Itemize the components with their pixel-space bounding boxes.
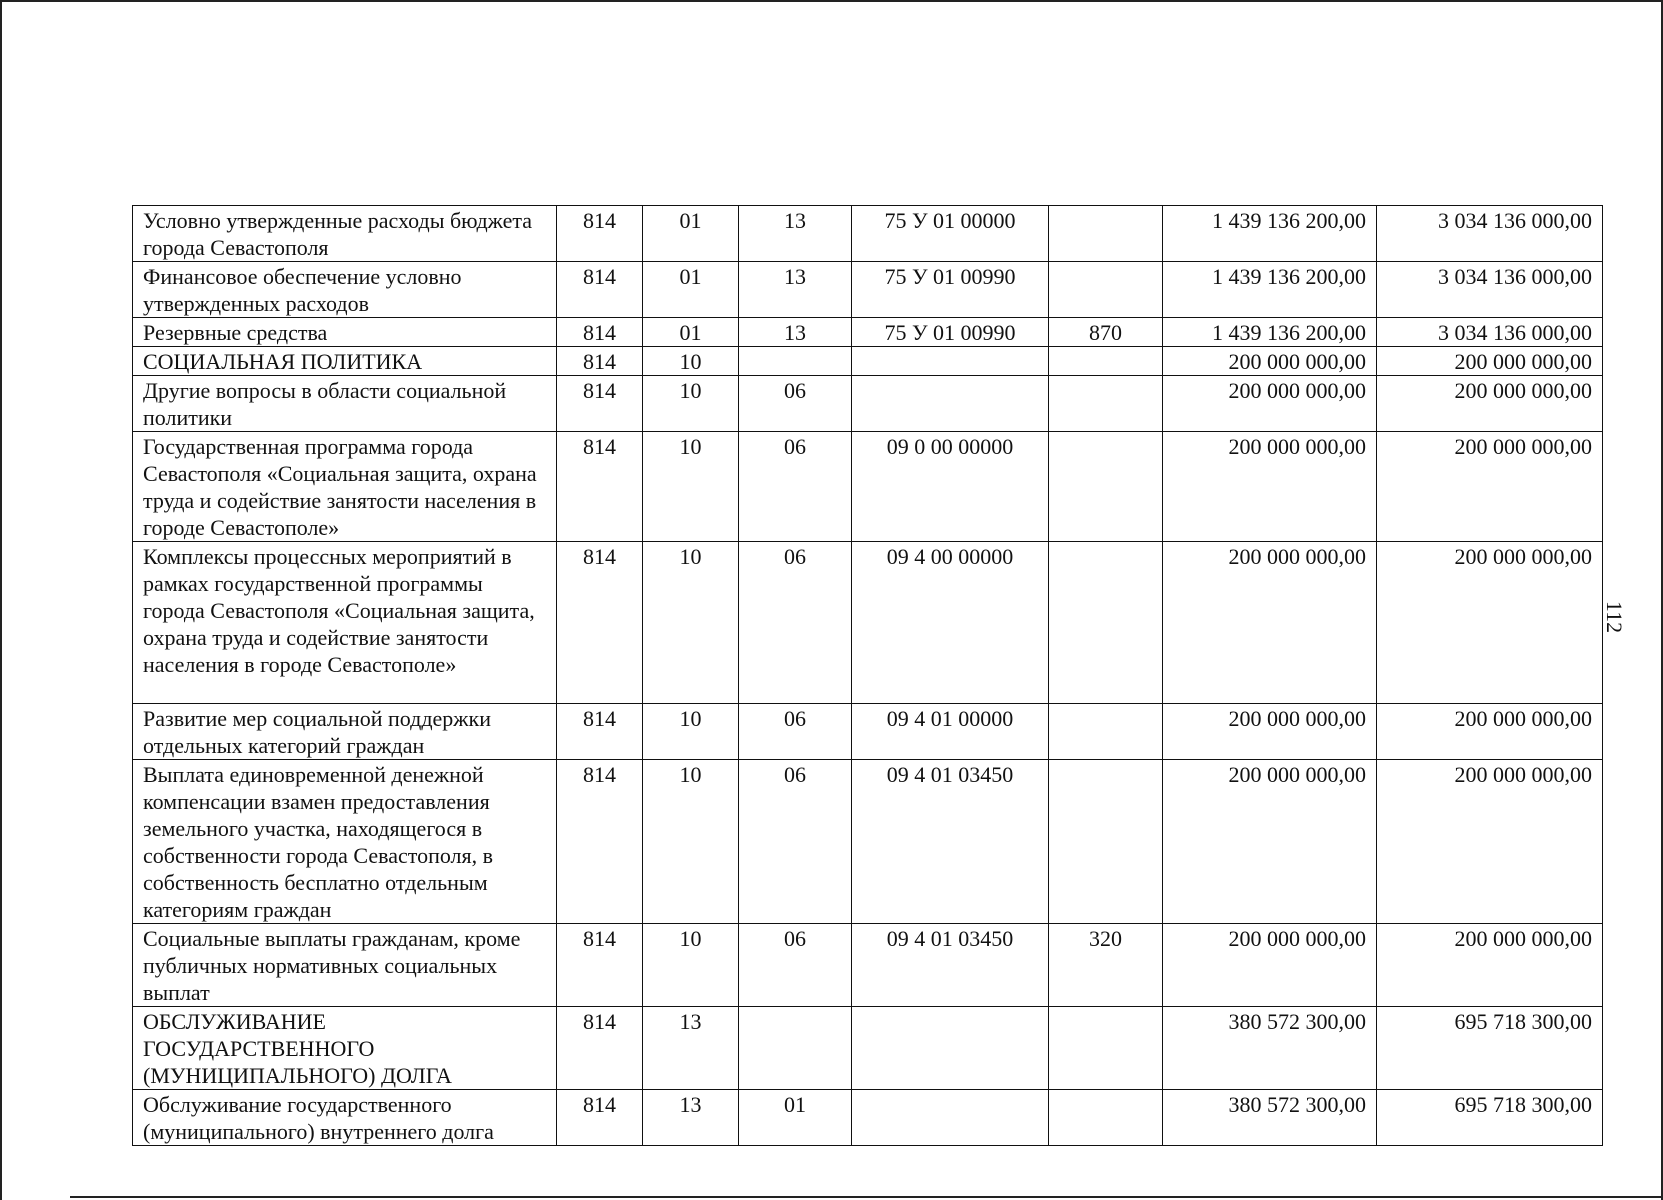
row-name: ОБСЛУЖИВАНИЕ ГОСУДАРСТВЕННОГО (МУНИЦИПАЛЬНОГО) ДОЛГА <box>133 1007 557 1090</box>
scan-border-top <box>0 0 1663 2</box>
row-csr: 09 0 00 00000 <box>852 432 1049 542</box>
row-name: Резервные средства <box>133 318 557 347</box>
row-name: Социальные выплаты гражданам, кроме публичных нормативных социальных выплат <box>133 924 557 1007</box>
table-row <box>133 924 1603 1007</box>
row-pr: 01 <box>739 1090 852 1146</box>
row-sum1: 1 439 136 200,00 <box>1163 206 1377 262</box>
table-row <box>133 1007 1603 1090</box>
table-row <box>133 206 1603 262</box>
row-rz: 10 <box>643 704 739 760</box>
row-vr: 320 <box>1049 924 1163 1007</box>
row-vr <box>1049 262 1163 318</box>
table-row <box>133 542 1603 704</box>
row-grbs: 814 <box>557 376 643 432</box>
row-sum2: 200 000 000,00 <box>1377 542 1603 704</box>
table-row <box>133 376 1603 432</box>
row-csr: 09 4 01 00000 <box>852 704 1049 760</box>
row-sum2: 200 000 000,00 <box>1377 704 1603 760</box>
row-pr: 06 <box>739 924 852 1007</box>
row-vr <box>1049 347 1163 376</box>
page-number: 112 <box>1602 600 1628 634</box>
row-grbs: 814 <box>557 206 643 262</box>
row-grbs: 814 <box>557 704 643 760</box>
scan-border-left <box>0 0 2 1200</box>
row-name: Государственная программа города Севастополя «Социальная защита, охрана труда и содействие занятости населения в городе Севастополе» <box>133 432 557 542</box>
row-pr: 06 <box>739 704 852 760</box>
row-sum2: 200 000 000,00 <box>1377 347 1603 376</box>
row-vr <box>1049 432 1163 542</box>
row-grbs: 814 <box>557 1007 643 1090</box>
row-pr: 06 <box>739 376 852 432</box>
table-row <box>133 318 1603 347</box>
row-rz: 01 <box>643 206 739 262</box>
row-pr: 13 <box>739 206 852 262</box>
row-grbs: 814 <box>557 1090 643 1146</box>
row-sum1: 200 000 000,00 <box>1163 347 1377 376</box>
row-pr: 06 <box>739 760 852 924</box>
row-sum2: 3 034 136 000,00 <box>1377 206 1603 262</box>
row-rz: 10 <box>643 432 739 542</box>
row-csr: 75 У 01 00990 <box>852 262 1049 318</box>
row-sum2: 3 034 136 000,00 <box>1377 318 1603 347</box>
row-sum1: 200 000 000,00 <box>1163 704 1377 760</box>
row-rz: 10 <box>643 760 739 924</box>
row-rz: 01 <box>643 318 739 347</box>
row-sum2: 695 718 300,00 <box>1377 1090 1603 1146</box>
row-pr <box>739 1007 852 1090</box>
row-sum1: 200 000 000,00 <box>1163 760 1377 924</box>
row-grbs: 814 <box>557 432 643 542</box>
table-row <box>133 760 1603 924</box>
row-sum2: 200 000 000,00 <box>1377 376 1603 432</box>
table-row <box>133 432 1603 542</box>
table-row <box>133 347 1603 376</box>
row-vr <box>1049 206 1163 262</box>
row-rz: 10 <box>643 376 739 432</box>
scan-border-bottom <box>70 1196 1663 1198</box>
row-vr <box>1049 376 1163 432</box>
budget-table <box>132 205 1603 1146</box>
row-vr <box>1049 704 1163 760</box>
row-sum1: 380 572 300,00 <box>1163 1090 1377 1146</box>
row-vr: 870 <box>1049 318 1163 347</box>
row-rz: 10 <box>643 542 739 704</box>
row-rz: 10 <box>643 924 739 1007</box>
row-csr <box>852 1007 1049 1090</box>
row-name: Другие вопросы в области социальной политики <box>133 376 557 432</box>
row-rz: 01 <box>643 262 739 318</box>
row-pr <box>739 347 852 376</box>
row-csr <box>852 347 1049 376</box>
table-row <box>133 262 1603 318</box>
row-pr: 06 <box>739 432 852 542</box>
row-name: Комплексы процессных мероприятий в рамках государственной программы города Севастополя «Социальная защита, охрана труда и содействие занятости населения в городе Севастополе» <box>133 542 557 704</box>
table-row <box>133 1090 1603 1146</box>
row-name: Условно утвержденные расходы бюджета города Севастополя <box>133 206 557 262</box>
row-sum2: 3 034 136 000,00 <box>1377 262 1603 318</box>
row-vr <box>1049 542 1163 704</box>
row-sum1: 200 000 000,00 <box>1163 376 1377 432</box>
row-sum1: 200 000 000,00 <box>1163 924 1377 1007</box>
row-grbs: 814 <box>557 924 643 1007</box>
row-pr: 06 <box>739 542 852 704</box>
row-pr: 13 <box>739 262 852 318</box>
row-rz: 13 <box>643 1007 739 1090</box>
row-name: Развитие мер социальной поддержки отдельных категорий граждан <box>133 704 557 760</box>
row-sum2: 200 000 000,00 <box>1377 924 1603 1007</box>
row-csr: 09 4 01 03450 <box>852 760 1049 924</box>
row-name: СОЦИАЛЬНАЯ ПОЛИТИКА <box>133 347 557 376</box>
row-grbs: 814 <box>557 347 643 376</box>
row-sum2: 200 000 000,00 <box>1377 760 1603 924</box>
row-csr: 75 У 01 00990 <box>852 318 1049 347</box>
row-rz: 13 <box>643 1090 739 1146</box>
row-sum1: 200 000 000,00 <box>1163 432 1377 542</box>
row-csr: 75 У 01 00000 <box>852 206 1049 262</box>
row-csr: 09 4 01 03450 <box>852 924 1049 1007</box>
row-rz: 10 <box>643 347 739 376</box>
row-sum2: 695 718 300,00 <box>1377 1007 1603 1090</box>
row-grbs: 814 <box>557 760 643 924</box>
row-vr <box>1049 1007 1163 1090</box>
row-sum1: 380 572 300,00 <box>1163 1007 1377 1090</box>
row-csr: 09 4 00 00000 <box>852 542 1049 704</box>
row-pr: 13 <box>739 318 852 347</box>
row-sum1: 1 439 136 200,00 <box>1163 262 1377 318</box>
row-name: Финансовое обеспечение условно утвержденных расходов <box>133 262 557 318</box>
row-grbs: 814 <box>557 262 643 318</box>
row-sum1: 200 000 000,00 <box>1163 542 1377 704</box>
table-row <box>133 704 1603 760</box>
row-grbs: 814 <box>557 318 643 347</box>
row-vr <box>1049 1090 1163 1146</box>
row-csr <box>852 376 1049 432</box>
row-sum1: 1 439 136 200,00 <box>1163 318 1377 347</box>
row-sum2: 200 000 000,00 <box>1377 432 1603 542</box>
row-name: Обслуживание государственного (муниципального) внутреннего долга <box>133 1090 557 1146</box>
row-name: Выплата единовременной денежной компенсации взамен предоставления земельного участка, находящегося в собственности города Севастополя, в собственность бесплатно отдельным категориям граждан <box>133 760 557 924</box>
row-csr <box>852 1090 1049 1146</box>
row-vr <box>1049 760 1163 924</box>
row-grbs: 814 <box>557 542 643 704</box>
